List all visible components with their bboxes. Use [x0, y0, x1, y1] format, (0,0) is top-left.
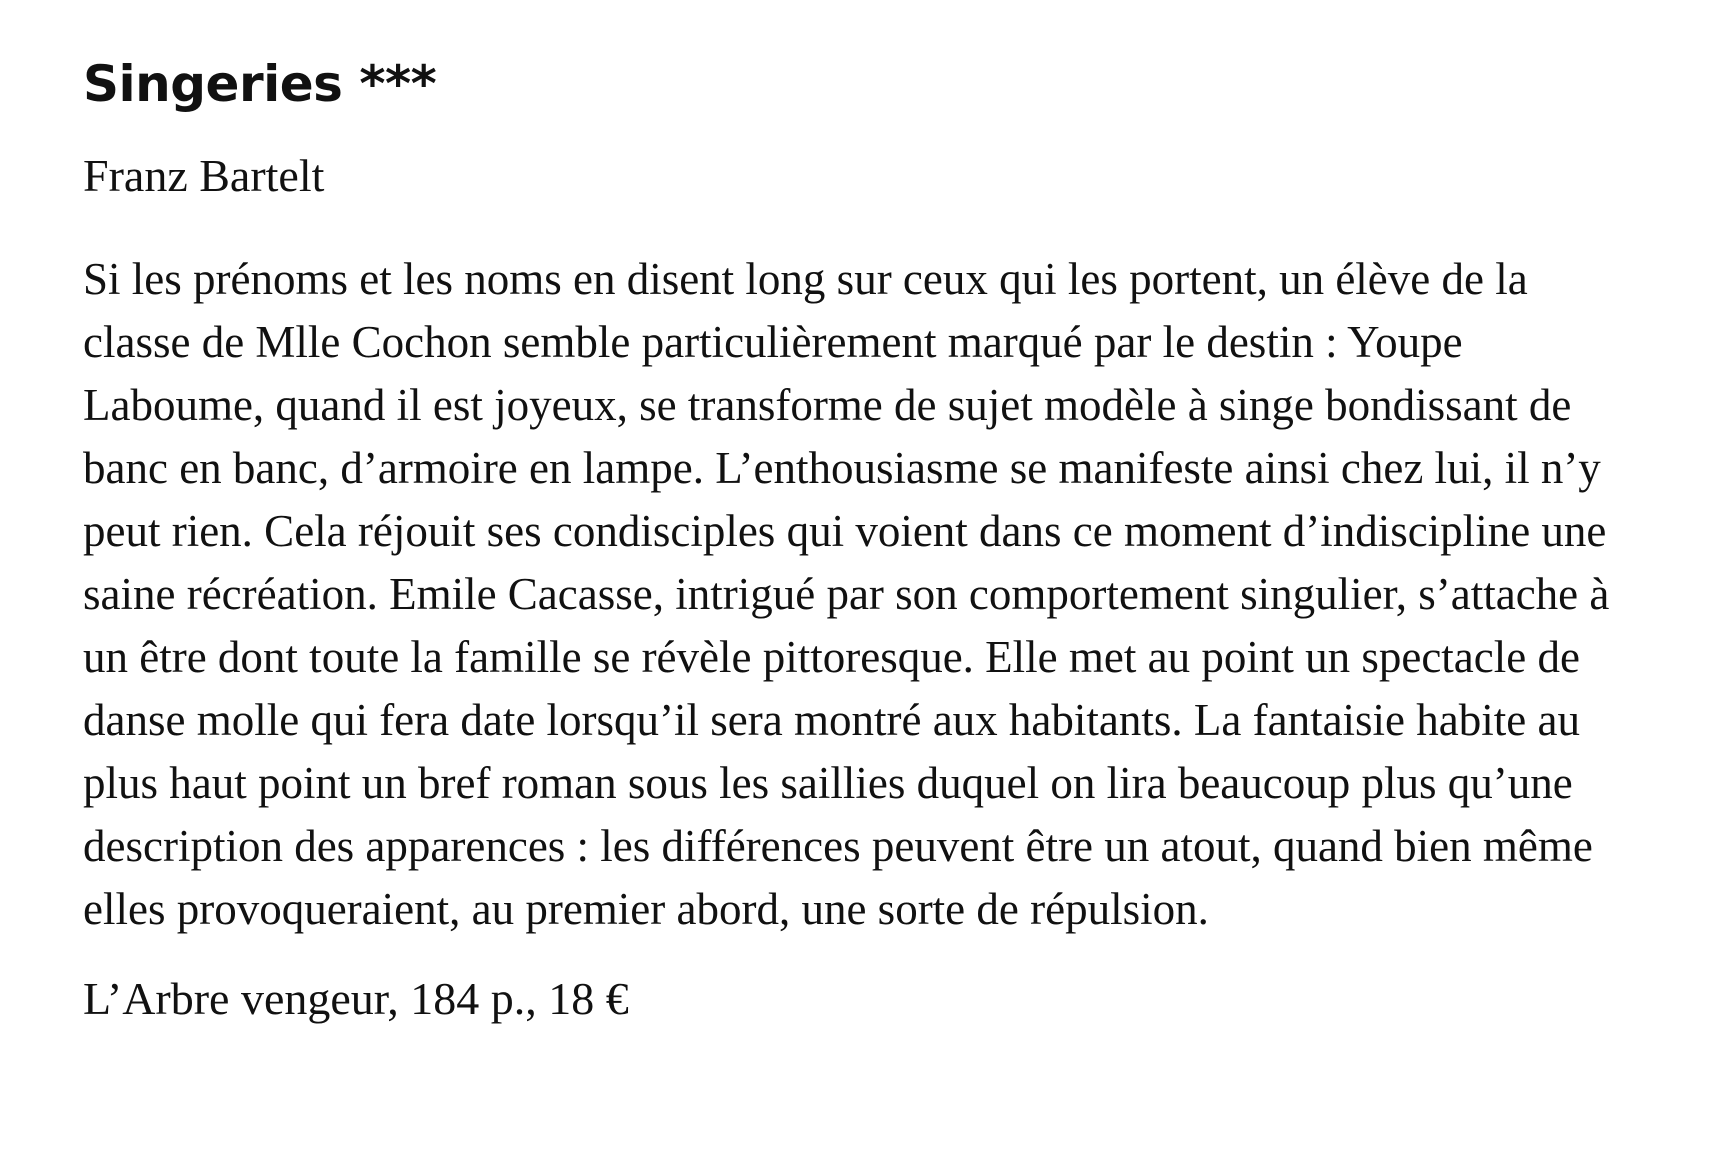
book-review-article: [83, 0, 1623, 1027]
book-author: Franz Bartelt: [83, 150, 325, 201]
review-text: Si les prénoms et les noms en disent long sur ceux qui les portent, un élève de la classe de Mlle Cochon semble particulièrement marqué par le destin : Youpe Laboume, quand il est joyeux, se transforme de sujet modèle à singe bondissant de banc en banc, d’armoire en lampe. L’enthousiasme se manifeste ainsi chez lui, il n’y peut rien. Cela réjouit ses condisciples qui voient dans ce moment d’indiscipline une saine récréation. Emile Cacasse, intrigué par son comportement singulier, s’attache à un être dont toute la famille se révèle pittoresque. Elle met au point un spectacle de danse molle qui fera date lorsqu’il sera montré aux habitants. La fantaisie habite au plus haut point un bref roman sous les saillies duquel on lira beaucoup plus qu’une description des apparences : les différences peuvent être un atout, quand bien même elles provoqueraient, au premier abord, une sorte de répulsion.: [83, 254, 1610, 934]
publication-info: L’Arbre vengeur, 184 p., 18 €: [83, 973, 629, 1024]
book-title: Singeries ***: [83, 55, 437, 113]
